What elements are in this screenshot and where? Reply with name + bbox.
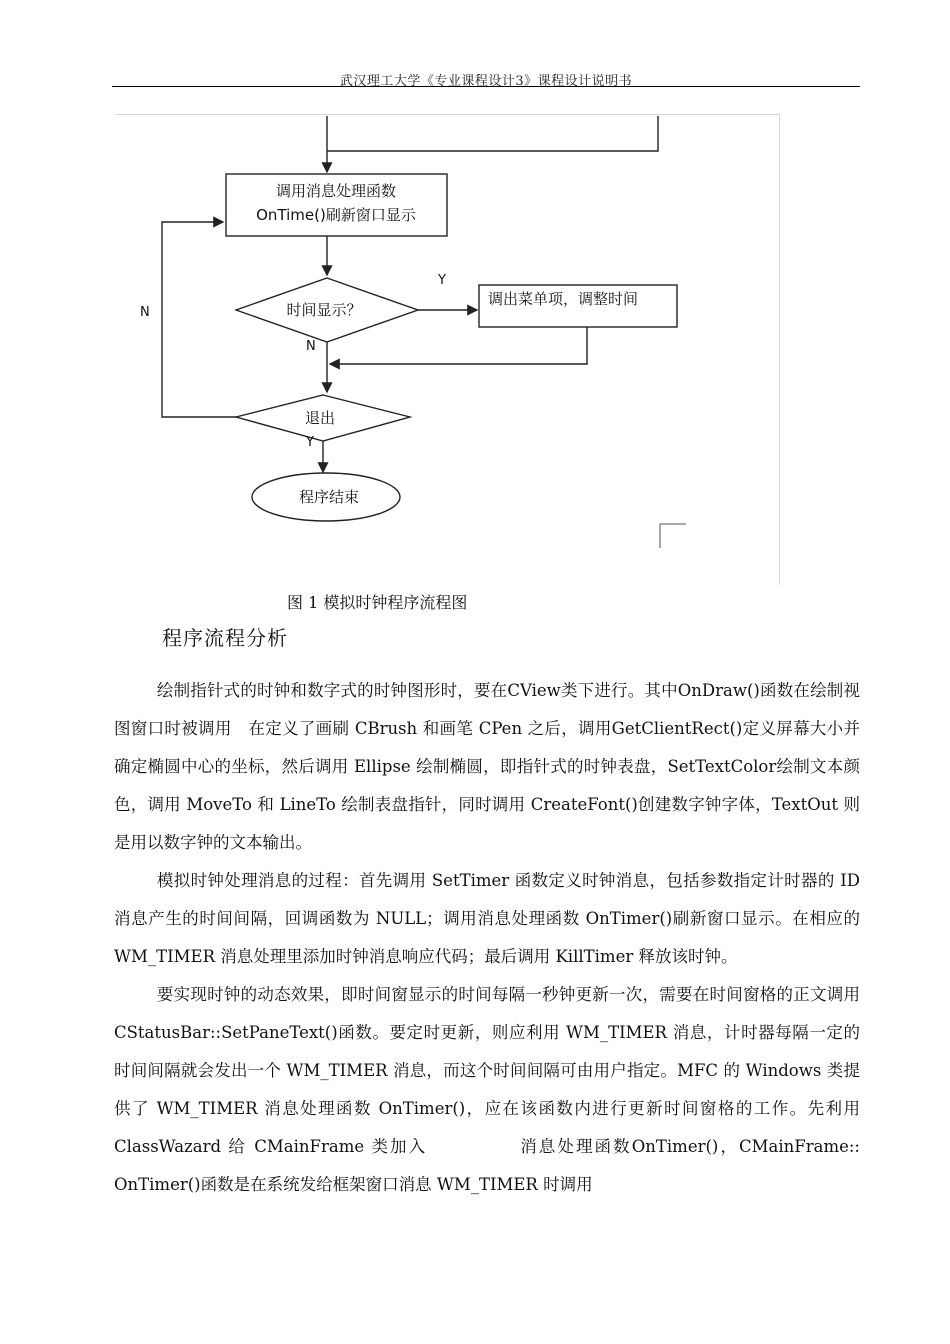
- flowchart: [0, 0, 950, 600]
- paragraph-3: 要实现时钟的动态效果，即时间窗显示的时间每隔一秒钟更新一次，需要在时间窗格的正文调用 CStatusBar::SetPaneText()函数。要定时更新，则应利用 WM_TIMER 消息，计时器每隔一定的时间间隔就会发出一个 WM_TIMER 消息，而这个时间间隔可由用户指定。MFC 的 Windows 类提供了 WM_TIMER 消息处理函数 OnTimer()，应在该函数内进行更新时间窗格的工作。先利用 ClassWazard 给 CMainFrame 类加入 消息处理函数OnTimer()，CMainFrame:: OnTimer()函数是在系统发给框架窗口消息 WM_TIMER 时调用: [114, 985, 860, 1194]
- label-yes-1: Y: [438, 273, 446, 288]
- label-yes-2: Y: [306, 435, 314, 450]
- corner-mark: [660, 524, 686, 548]
- box-call-line2: OnTime()刷新窗口显示: [256, 206, 416, 224]
- figure-caption: 图 1 模拟时钟程序流程图: [287, 593, 468, 612]
- body-text: [114, 672, 860, 1204]
- terminal-end-label: 程序结束: [298, 488, 360, 506]
- paragraph-1: 绘制指针式的时钟和数字式的时钟图形时，要在CView类下进行。其中OnDraw()函数在绘制视图窗口时被调用 在定义了画刷 CBrush 和画笔 CPen 之后，调用GetClientRect()定义屏幕大小并确定椭圆中心的坐标，然后调用 Ellipse 绘制椭圆，即指针式的时钟表盘，SetTextColor绘制文本颜色，调用 MoveTo 和 LineTo 绘制表盘指针，同时调用 CreateFont()创建数字钟字体，TextOut 则是用以数字钟的文本输出。: [114, 681, 860, 852]
- decision-time-label: 时间显示？: [286, 301, 362, 319]
- decision-exit-label: 退出: [304, 409, 336, 427]
- label-no-loop: N: [140, 305, 150, 320]
- box-menu-label: 调出菜单项，调整时间: [488, 290, 639, 308]
- connector-menu-return: [330, 327, 587, 364]
- label-no-1: N: [306, 339, 316, 354]
- connector-loop-back: [162, 222, 236, 417]
- page-header: 武汉理工大学《专业课程设计3》课程设计说明书: [339, 74, 633, 89]
- connector-top-right: [327, 116, 658, 151]
- section-title: 程序流程分析: [162, 626, 288, 650]
- paragraph-2: 模拟时钟处理消息的过程：首先调用 SetTimer 函数定义时钟消息，包括参数指定计时器的 ID 消息产生的时间间隔，回调函数为 NULL；调用消息处理函数 OnTimer()刷新窗口显示。在相应的 WM_TIMER 消息处理里添加时钟消息响应代码；最后调用 KillTimer 释放该时钟。: [114, 871, 860, 966]
- box-call-line1: 调用消息处理函数: [275, 182, 397, 200]
